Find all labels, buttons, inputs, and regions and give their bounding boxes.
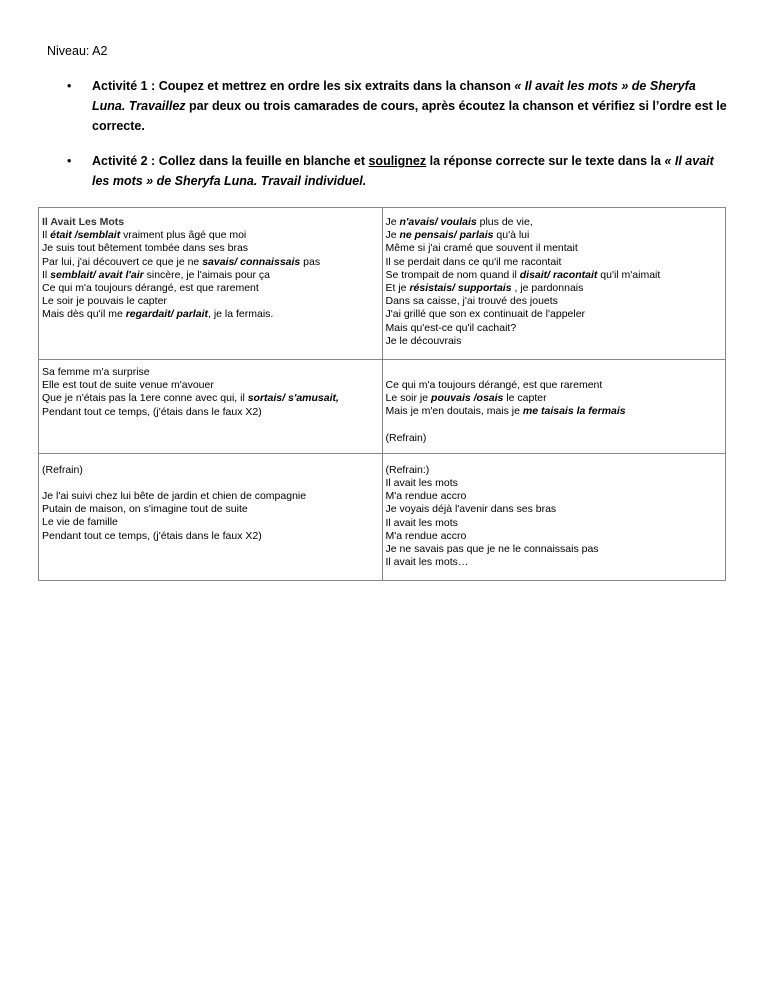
lyric-text: Il [42,229,51,242]
activity-2-underlined: soulignez [368,154,427,168]
lyric-text: sincère, je l'aimais pour ça [143,268,271,281]
lyric-line: Dans sa caisse, j'ai trouvé des jouets [385,295,558,308]
choice-text: pouvais /osais [431,392,504,405]
choice-text: ne pensais/ parlais [399,229,494,242]
lyric-line [386,405,721,418]
lyric-line [42,392,377,405]
lyric-line: Sa femme m'a surprise [42,366,150,378]
extract-cell [382,360,726,454]
activity-1-song-ref: « Il avait les mots » de Sheryfa Luna. Travaillez [92,79,696,113]
activity-2-text: Collez dans la feuille en blanche et [155,154,369,168]
choice-text: me taisais la fermais [522,405,626,418]
table-row [39,453,726,580]
lyric-line [386,392,721,405]
lyric-line: M'a rendue accro [385,529,467,542]
lyric-line: Pendant tout ce temps, (j'étais dans le faux X2) [42,529,262,542]
lyric-text: Mais dès qu'il me [42,308,126,321]
extract-cell [39,360,383,454]
lyric-line: Même si j'ai cramé que souvent il mentait [385,242,578,255]
choice-text: était /semblait [50,229,121,242]
lyric-line: Je voyais déjà l'avenir dans ses bras [385,503,557,516]
choice-text: regardait/ parlait [125,308,208,321]
spacer [386,366,721,379]
extract-cell [382,453,726,580]
lyric-text: le capter [503,392,547,405]
lyric-line: J'ai grillé que son ex continuait de l'appeler [385,308,586,321]
lyric-line [386,282,721,295]
activity-1-label: Activité 1 : [92,79,156,93]
lyric-line: Je le découvrais [385,334,462,347]
song-title: Il Avait Les Mots [42,216,125,228]
lyric-line [386,269,721,282]
lyric-text: Le soir je [385,392,432,405]
lyric-text: Se trompait de nom quand il [385,268,520,281]
choice-text: résistais/ supportais [409,282,512,295]
lyric-line: Il avait les mots [385,516,458,529]
lyric-line [386,216,721,229]
choice-text: semblait/ avait l'air [50,268,144,281]
extract-cell [382,208,726,360]
lyric-line: Je suis tout bêtement tombée dans ses bras [42,242,249,255]
lyric-line: Putain de maison, on s'imagine tout de suite [42,503,248,516]
lyric-line [42,229,377,242]
lyric-line: Ce qui m'a toujours dérangé, est que rarement [385,379,603,391]
choice-text: sortais/ s'amusait, [247,392,339,405]
refrain-marker: (Refrain) [42,463,83,476]
lyric-text: , je pardonnais [511,282,584,295]
lyric-line: Le vie de famille [42,516,118,529]
activity-2-song-ref: « Il avait les mots » de Sheryfa Luna. Travail individuel. [92,154,714,188]
choice-text: n'avais/ voulais [399,216,477,228]
refrain-marker: (Refrain) [385,431,427,444]
lyric-text: qu'à lui [493,229,530,242]
lyric-text: Que je n'étais pas la 1ere conne avec qui, il [42,392,248,405]
lyric-text: Je [385,229,400,242]
lyric-line: Je ne savais pas que je ne le connaissais pas [385,543,599,556]
lyric-line: Il avait les mots… [385,556,469,569]
lyric-line: Mais qu'est-ce qu'il cachait? [385,321,517,334]
spacer [386,419,721,432]
lyric-line: Elle est tout de suite venue m'avouer [42,379,214,392]
lyric-text: , je la fermais. [207,308,274,321]
choice-text: disait/ racontait [519,268,598,281]
activity-1 [47,76,727,136]
lyric-text: qu'il m'aimait [597,268,661,281]
lyric-text: vraiment plus âgé que moi [120,229,247,242]
lyric-line: Il se perdait dans ce qu'il me racontait [385,255,562,268]
activity-list [47,76,727,206]
extract-cell [39,208,383,360]
lyric-text: Il [42,268,51,281]
lyric-text: Par lui, j'ai découvert ce que je ne [42,255,203,268]
spacer [42,477,377,490]
lyric-line [42,256,377,269]
table-row [39,208,726,360]
lyric-line: Le soir je pouvais le capter [42,295,167,308]
activity-2-text-mid: la réponse correcte sur le texte dans la [426,154,665,168]
lyric-line: Ce qui m'a toujours dérangé, est que rarement [42,282,259,295]
activity-2 [47,151,727,191]
lyric-line [42,269,377,282]
table-row [39,360,726,454]
lyric-line: Je l'ai suivi chez lui bête de jardin et chien de compagnie [42,490,307,503]
refrain-marker: (Refrain:) [385,463,430,476]
lyrics-table [38,207,726,581]
lyric-line [386,229,721,242]
lyric-line [42,308,377,321]
lyric-text: plus de vie, [476,216,533,228]
lyric-line: Pendant tout ce temps, (j'étais dans le faux X2) [42,405,262,418]
extract-cell [39,453,383,580]
level-label: Niveau: A2 [47,44,108,58]
lyric-line: Il avait les mots [385,477,458,490]
activity-2-label: Activité 2 : [92,154,156,168]
lyric-text: Je [385,216,400,228]
activity-1-text-end: par deux ou trois camarades de cours, après écoutez la chanson et vérifiez si l’ordre est le correcte. [92,99,727,133]
activity-1-text: Coupez et mettrez en ordre les six extraits dans la chanson [155,79,515,93]
lyric-text: pas [300,255,321,268]
lyric-text: Mais je m'en doutais, mais je [385,405,523,418]
lyric-line: M'a rendue accro [385,490,467,503]
lyric-text: Et je [385,282,410,295]
choice-text: savais/ connaissais [202,255,301,268]
